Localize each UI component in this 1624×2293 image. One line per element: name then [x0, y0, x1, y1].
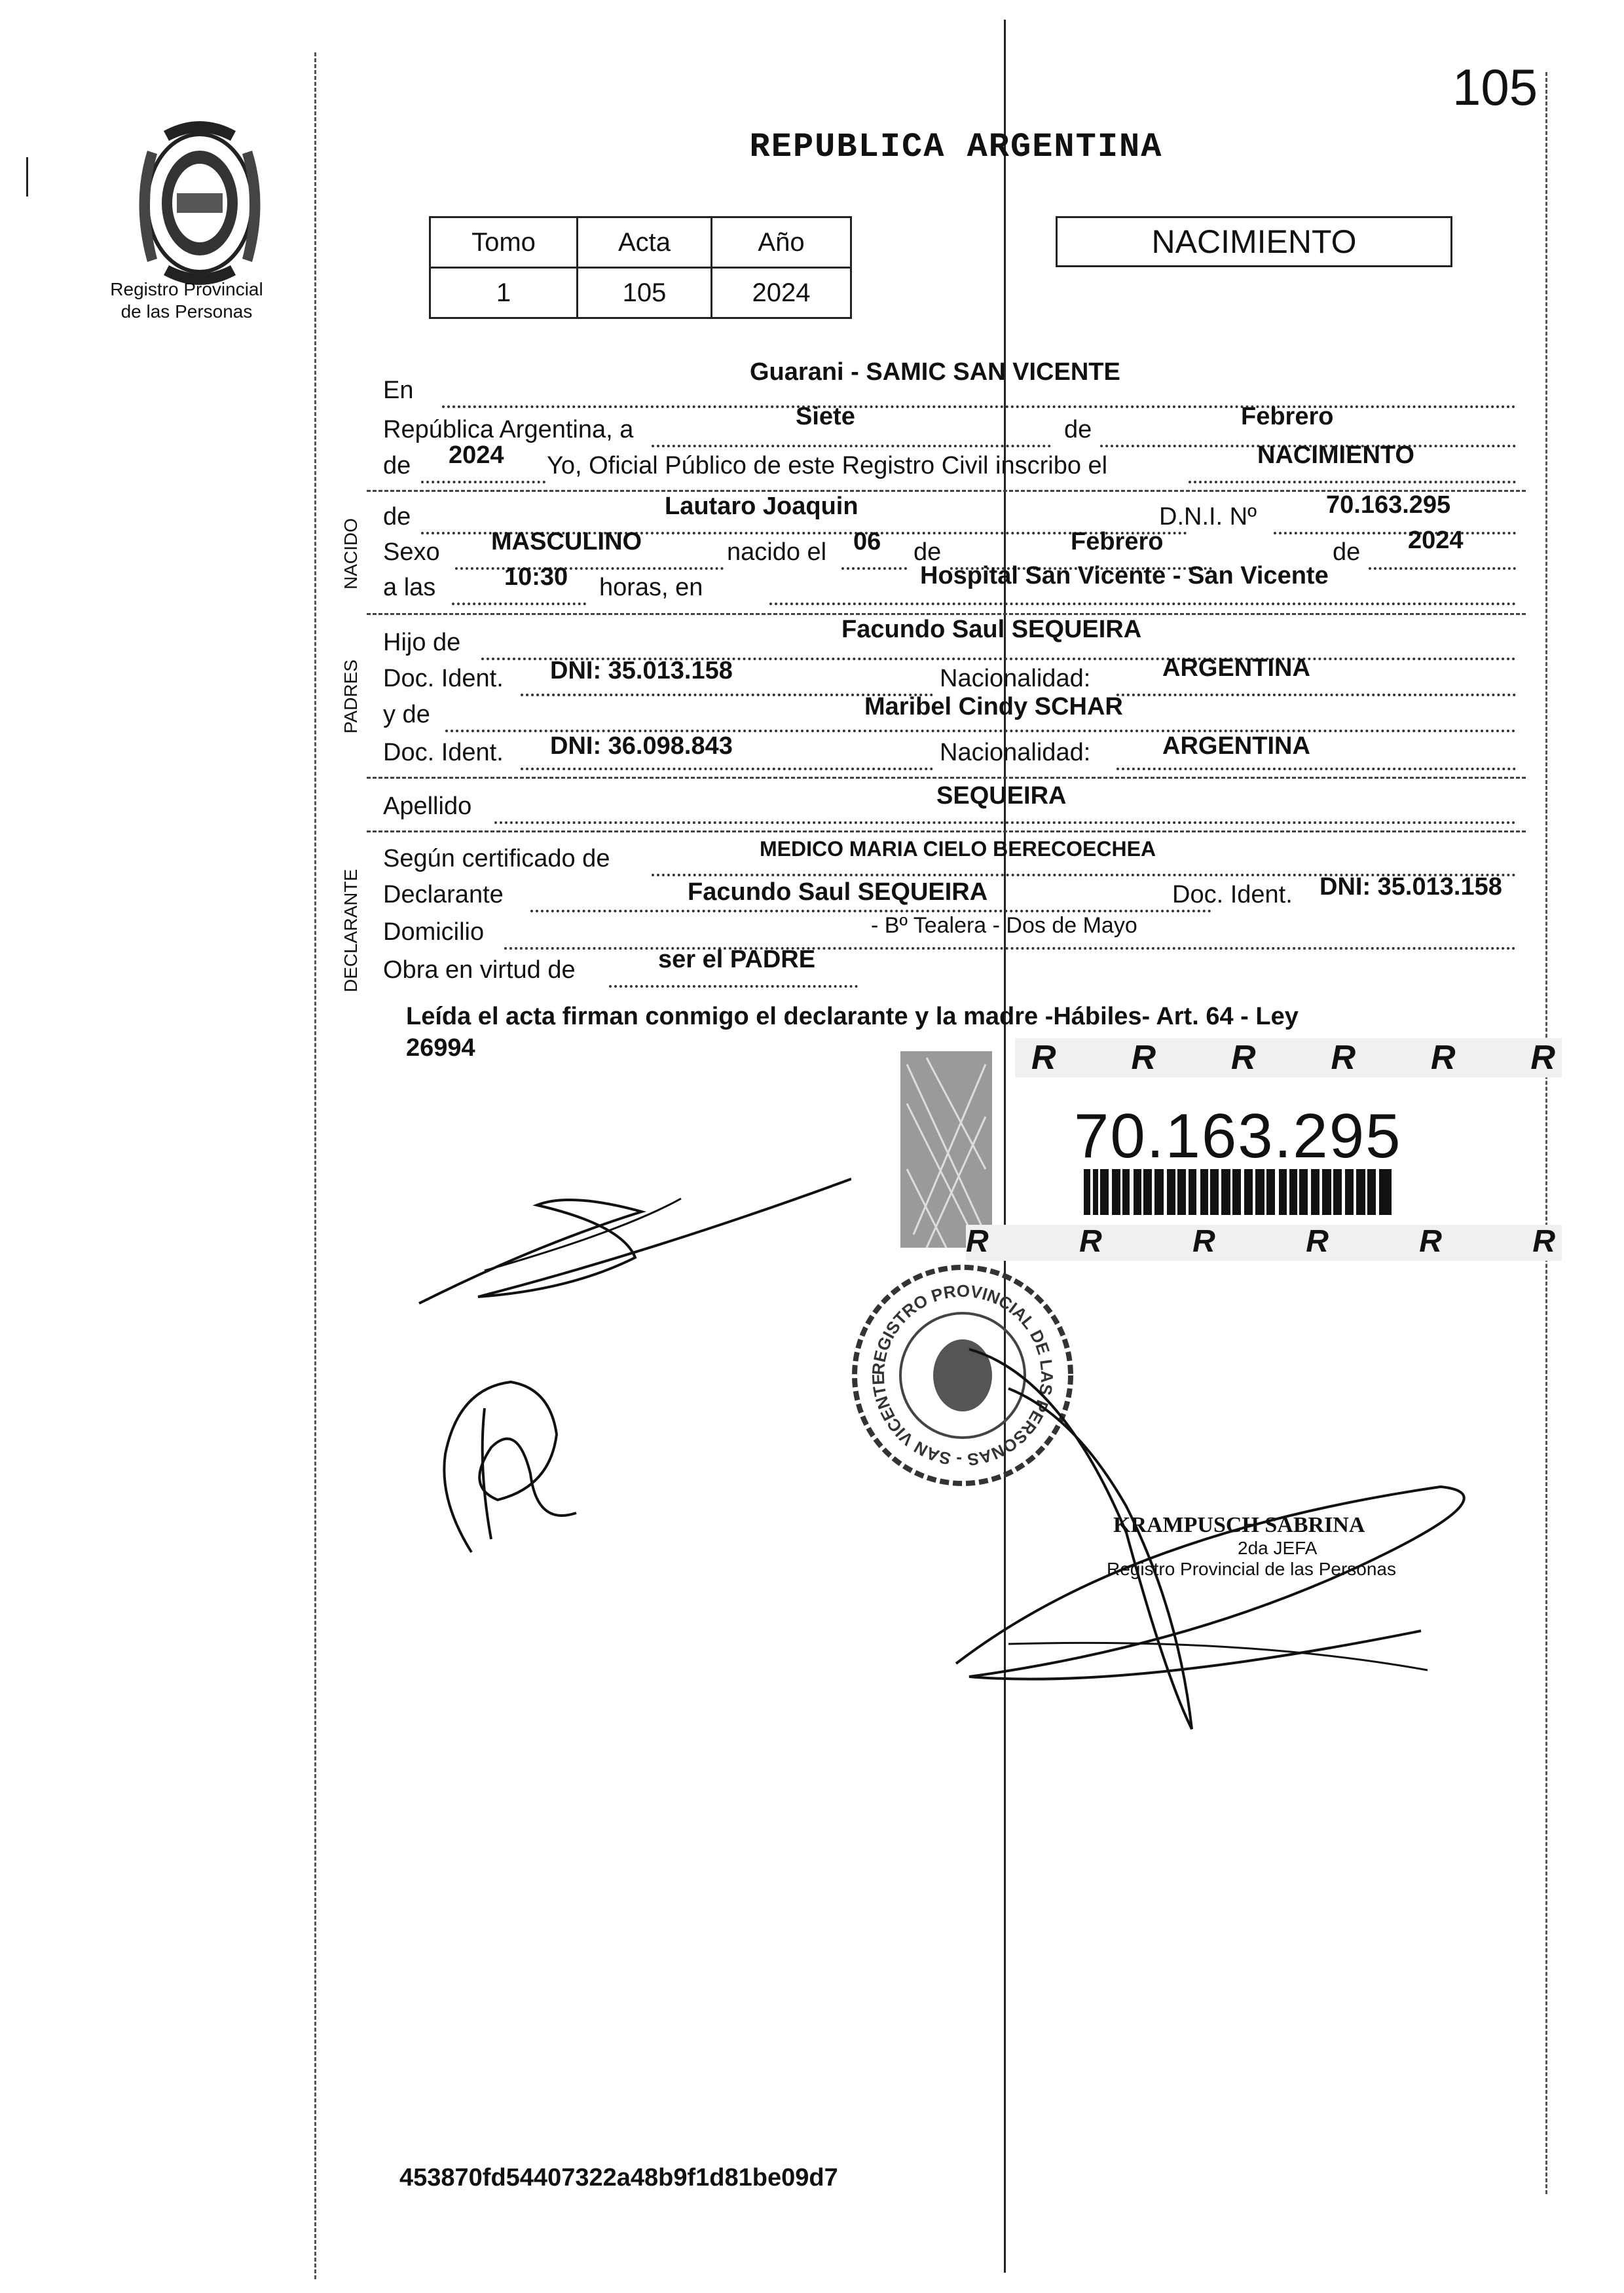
value-nac-mes: Febrero	[1071, 528, 1164, 555]
value-dni: 70.163.295	[1326, 491, 1451, 519]
label-en: En	[383, 377, 414, 404]
label-yo: Yo, Oficial Público de este Registro Civil inscribo el	[547, 452, 1108, 479]
value-nac-dia: 06	[853, 528, 881, 555]
sticker-r-mark: R	[1430, 1039, 1456, 1077]
closing-line1: Leída el acta firman conmigo el declarante y la madre -Hábiles- Art. 64 - Ley	[406, 1003, 1299, 1030]
label-obra: Obra en virtud de	[383, 956, 576, 984]
label-de4: de	[913, 538, 942, 566]
official-role: 2da JEFA	[1238, 1538, 1318, 1558]
dotted-line	[504, 947, 1516, 950]
section-divider	[367, 830, 1526, 832]
value-nac-anio: 2024	[1408, 527, 1464, 554]
dotted-line	[530, 910, 1211, 912]
label-doc-ident2: Doc. Ident.	[383, 739, 504, 766]
registry-table	[429, 216, 852, 319]
value-dia: Siete	[796, 403, 855, 430]
value-declarante-doc: DNI: 35.013.158	[1320, 873, 1502, 901]
value-padre: Facundo Saul SEQUEIRA	[841, 616, 1142, 643]
value-nombre: Lautaro Joaquin	[665, 493, 858, 520]
value-madre-nac: ARGENTINA	[1162, 732, 1310, 760]
dotted-line	[455, 567, 724, 570]
logo-caption-line2: de las Personas	[120, 301, 253, 322]
dotted-line	[769, 603, 1516, 605]
label-de: de	[1064, 416, 1092, 443]
value-padre-nac: ARGENTINA	[1162, 654, 1310, 682]
dotted-line	[1116, 694, 1516, 696]
value-padre-doc: DNI: 35.013.158	[550, 657, 733, 684]
dotted-line	[609, 985, 858, 988]
sticker-r-mark: R	[1530, 1039, 1555, 1077]
label-doc-ident: Doc. Ident.	[383, 665, 504, 692]
sticker-r-mark: R	[1079, 1224, 1102, 1259]
dotted-line	[421, 481, 545, 483]
label-y-de: y de	[383, 701, 430, 728]
side-label-padres: PADRES	[341, 659, 361, 734]
header-anio: Año	[712, 217, 851, 268]
value-lugar: Guarani - SAMIC SAN VICENTE	[750, 358, 1120, 386]
value-apellido: SEQUEIRA	[936, 782, 1067, 810]
document-hash: 453870fd54407322a48b9f1d81be09d7	[399, 2164, 838, 2191]
value-mes: Febrero	[1241, 403, 1334, 430]
value-lugar-nac: Hospital San Vicente - San Vicente	[920, 562, 1329, 589]
closing-line2: 26994	[406, 1034, 475, 1062]
value-tomo: 1	[430, 268, 578, 318]
value-hora: 10:30	[504, 563, 568, 591]
header-acta: Acta	[578, 217, 712, 268]
declarant-signature	[406, 1166, 851, 1316]
row-apellido	[383, 782, 1522, 829]
sticker-r-mark: R	[966, 1224, 989, 1259]
label-doc-ident3: Doc. Ident.	[1172, 881, 1293, 908]
stamp-text: REGISTRO PROVINCIAL DE LAS PERSONAS - SAN VICENTE	[868, 1280, 1058, 1470]
dotted-line	[1274, 532, 1516, 534]
sticker-r-mark: R	[1031, 1039, 1056, 1077]
sticker-r-mark: R	[1131, 1039, 1156, 1077]
row-declarante	[383, 873, 1522, 918]
section-divider	[367, 613, 1526, 615]
record-type-box: NACIMIENTO	[1056, 216, 1452, 267]
label-horas-en: horas, en	[599, 574, 703, 601]
sticker-r-mark: R	[1331, 1039, 1356, 1077]
label-nacionalidad2: Nacionalidad:	[940, 739, 1091, 766]
label-declarante: Declarante	[383, 881, 504, 908]
row-madre-doc	[383, 732, 1522, 775]
value-obra: ser el PADRE	[658, 946, 816, 973]
label-de3: de	[383, 503, 411, 531]
sticker-mark-row-bottom	[966, 1223, 1555, 1259]
logo-caption-line1: Registro Provincial	[110, 279, 263, 299]
value-domicilio: - Bº Tealera - Dos de Mayo	[871, 913, 1137, 938]
page-number: 105	[1452, 58, 1538, 116]
sticker-r-mark: R	[1532, 1224, 1555, 1259]
value-madre-doc: DNI: 36.098.843	[550, 732, 733, 760]
value-anio: 2024	[449, 441, 504, 469]
id-sticker	[900, 1038, 1562, 1261]
label-de5: de	[1333, 538, 1361, 566]
side-label-nacido: NACIDO	[341, 518, 361, 589]
official-stamp	[1107, 1513, 1473, 1624]
label-republica: República Argentina, a	[383, 416, 634, 443]
sticker-r-mark: R	[1419, 1224, 1442, 1259]
dotted-line	[1116, 768, 1516, 770]
sticker-r-mark: R	[1192, 1224, 1215, 1259]
row-domicilio	[383, 913, 1522, 955]
document-title: REPUBLICA ARGENTINA	[749, 128, 1163, 166]
label-hijo-de: Hijo de	[383, 629, 461, 656]
value-acto: NACIMIENTO	[1257, 441, 1414, 469]
value-sexo: MASCULINO	[491, 528, 642, 555]
official-name: KRAMPUSCH SABRINA	[1113, 1513, 1365, 1537]
sticker-r-mark: R	[1306, 1224, 1329, 1259]
side-label-declarante: DECLARANTE	[341, 868, 361, 992]
official-office: Registro Provincial de las Personas	[1107, 1559, 1396, 1579]
dotted-line	[494, 821, 1516, 824]
label-sexo: Sexo	[383, 538, 440, 566]
left-edge-mark	[26, 157, 28, 196]
value-anio: 2024	[712, 268, 851, 318]
province-seal-logo	[118, 111, 282, 295]
label-domicilio: Domicilio	[383, 918, 485, 946]
row-obra	[383, 946, 1522, 993]
label-segun: Según certificado de	[383, 845, 610, 872]
dotted-line	[442, 405, 1516, 408]
dotted-line	[1369, 567, 1516, 570]
label-apellido: Apellido	[383, 792, 472, 820]
row-hora-lugar	[383, 562, 1522, 610]
dotted-line	[521, 768, 933, 770]
value-certificado: MEDICO MARIA CIELO BERECOECHEA	[760, 837, 1156, 861]
label-a-las: a las	[383, 574, 436, 601]
label-de2: de	[383, 452, 411, 479]
sticker-number: 70.163.295	[1074, 1101, 1402, 1171]
label-dni: D.N.I. Nº	[1159, 503, 1257, 531]
mother-signature	[419, 1369, 602, 1565]
value-acta: 105	[578, 268, 712, 318]
logo-caption	[79, 278, 295, 323]
dotted-line	[452, 603, 586, 605]
dotted-line	[652, 445, 1051, 447]
value-madre: Maribel Cindy SCHAR	[864, 693, 1123, 720]
sticker-r-mark: R	[1230, 1039, 1256, 1077]
dotted-line	[1189, 481, 1516, 483]
header-tomo: Tomo	[430, 217, 578, 268]
dotted-line	[841, 567, 907, 570]
left-margin-line	[314, 52, 316, 2279]
sticker-mark-row-top	[1031, 1038, 1555, 1077]
label-nacionalidad: Nacionalidad:	[940, 665, 1091, 692]
label-nacido-el: nacido el	[727, 538, 827, 566]
section-divider	[367, 777, 1526, 779]
value-declarante: Facundo Saul SEQUEIRA	[688, 878, 988, 906]
row-acto	[383, 441, 1522, 489]
row-lugar	[383, 358, 1522, 413]
